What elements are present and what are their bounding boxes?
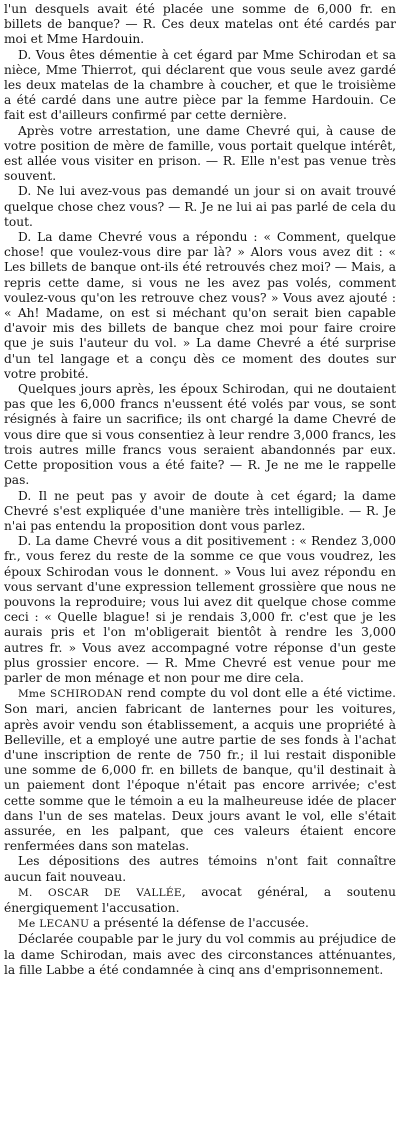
lawyer-name: Me LECANU	[18, 918, 90, 931]
paragraph	[4, 916, 396, 932]
paragraph-text: , avocat général, a soutenu énergiquement l'accusation.	[4, 884, 397, 915]
paragraph: Déclarée coupable par le jury du vol commis au préjudice de la dame Schirodan, mais avec des circonstances atténuantes, la fille Labbe a été condamnée à cinq ans d'emprisonnement.	[4, 932, 396, 977]
paragraph: Les dépositions des autres témoins n'ont fait connaître aucun fait nouveau.	[4, 854, 396, 884]
paragraph: D. Il ne peut pas y avoir de doute à cet égard; la dame Chevré s'est expliquée d'une manière très intelligible. — R. Je n'ai pas entendu la proposition dont vous parlez.	[4, 488, 396, 533]
paragraph	[4, 885, 396, 916]
paragraph	[4, 686, 396, 854]
paragraph: D. La dame Chevré vous a répondu : « Comment, quelque chose! que voulez-vous dire par là? » Alors vous avez dit : « Les billets de banque ont-ils été retrouvés chez moi? — Mais, a repris cette dame, si vous ne les avez pas volés, comment voulez-vous qu'on les retrouve chez vous? » Vous avez ajouté : « Ah! Madame, on est si méchant qu'on serait bien capable d'avoir mis des billets de banque chez moi pour faire croire que je suis l'auteur du vol. » La dame Chevré a été surprise d'un tel langage et a conçu dès ce moment des doutes sur votre probité.	[4, 230, 396, 381]
paragraph: D. La dame Chevré vous a dit positivement : « Rendez 3,000 fr., vous ferez du reste de la somme ce que vous voudrez, les époux Schirodan vous le donnent. » Vous lui avez répondu en vous servant d'une expression tellement grossière que nous ne pouvons la reproduire; vous lui avez dit quelque chose comme ceci : « Quelle blague! si je rendais 3,000 fr. c'est que je les aurais pris et l'on m'obligerait bientôt à rendre les 3,000 autres fr. » Vous avez accompagné votre réponse d'un geste plus grossier encore. — R. Mme Chevré est venue pour me parler de mon ménage et non pour me dire cela.	[4, 534, 396, 685]
witness-name: Mme SCHIRODAN	[18, 688, 123, 701]
paragraph: D. Ne lui avez-vous pas demandé un jour si on avait trouvé quelque chose chez vous? — R. Je ne lui ai pas parlé de cela du tout.	[4, 184, 396, 229]
paragraph: Après votre arrestation, une dame Chevré qui, à cause de votre position de mère de famille, vous portait quelque intérêt, est allée vous visiter en prison. — R. Elle n'est pas venue très souvent.	[4, 123, 396, 184]
prosecutor-name: M. OSCAR DE VALLÉE	[18, 886, 182, 899]
paragraph-text: rend compte du vol dont elle a été victime. Son mari, ancien fabricant de lanternes pour les voitures, après avoir vendu son établissement, a acquis une propriété à Belleville, et a employé une autre partie de ses fonds à l'achat d'une inscription de rente de 750 fr.; il lui restait disponible une somme de 6,000 fr. en billets de banque, qu'il destinait à un paiement dont l'époque n'était pas encore arrivée; c'est cette somme que le témoin a eu la malheureuse idée de placer dans l'un de ses matelas. Deux jours avant le vol, elle s'était assurée, en les palpant, que ces valeurs étaient encore renfermées dans son matelas.	[4, 686, 396, 854]
paragraph: Quelques jours après, les époux Schirodan, qui ne doutaient pas que les 6,000 francs n'eussent été volés par vous, se sont résignés à faire un sacrifice; ils ont chargé la dame Chevré de vous dire que si vous consentiez à leur rendre 3,000 francs, les trois autres mille francs vous seraient abandonnés par eux. Cette proposition vous a été faite? — R. Je ne me le rappelle pas.	[4, 382, 396, 488]
paragraph: D. Vous êtes démentie à cet égard par Mme Schirodan et sa nièce, Mme Thierrot, qui déclarent que vous seule avez gardé les deux matelas de la chambre à coucher, et que le troisième a été cardé dans une autre pièce par la femme Hardouin. Ce fait est d'ailleurs confirmé par cette dernière.	[4, 47, 396, 123]
paragraph-text: a présenté la défense de l'accusée.	[89, 916, 309, 931]
paragraph: l'un desquels avait été placée une somme de 6,000 fr. en billets de banque? — R. Ces deux matelas ont été cardés par moi et Mme Hardouin.	[4, 2, 396, 47]
article-column	[4, 0, 396, 978]
